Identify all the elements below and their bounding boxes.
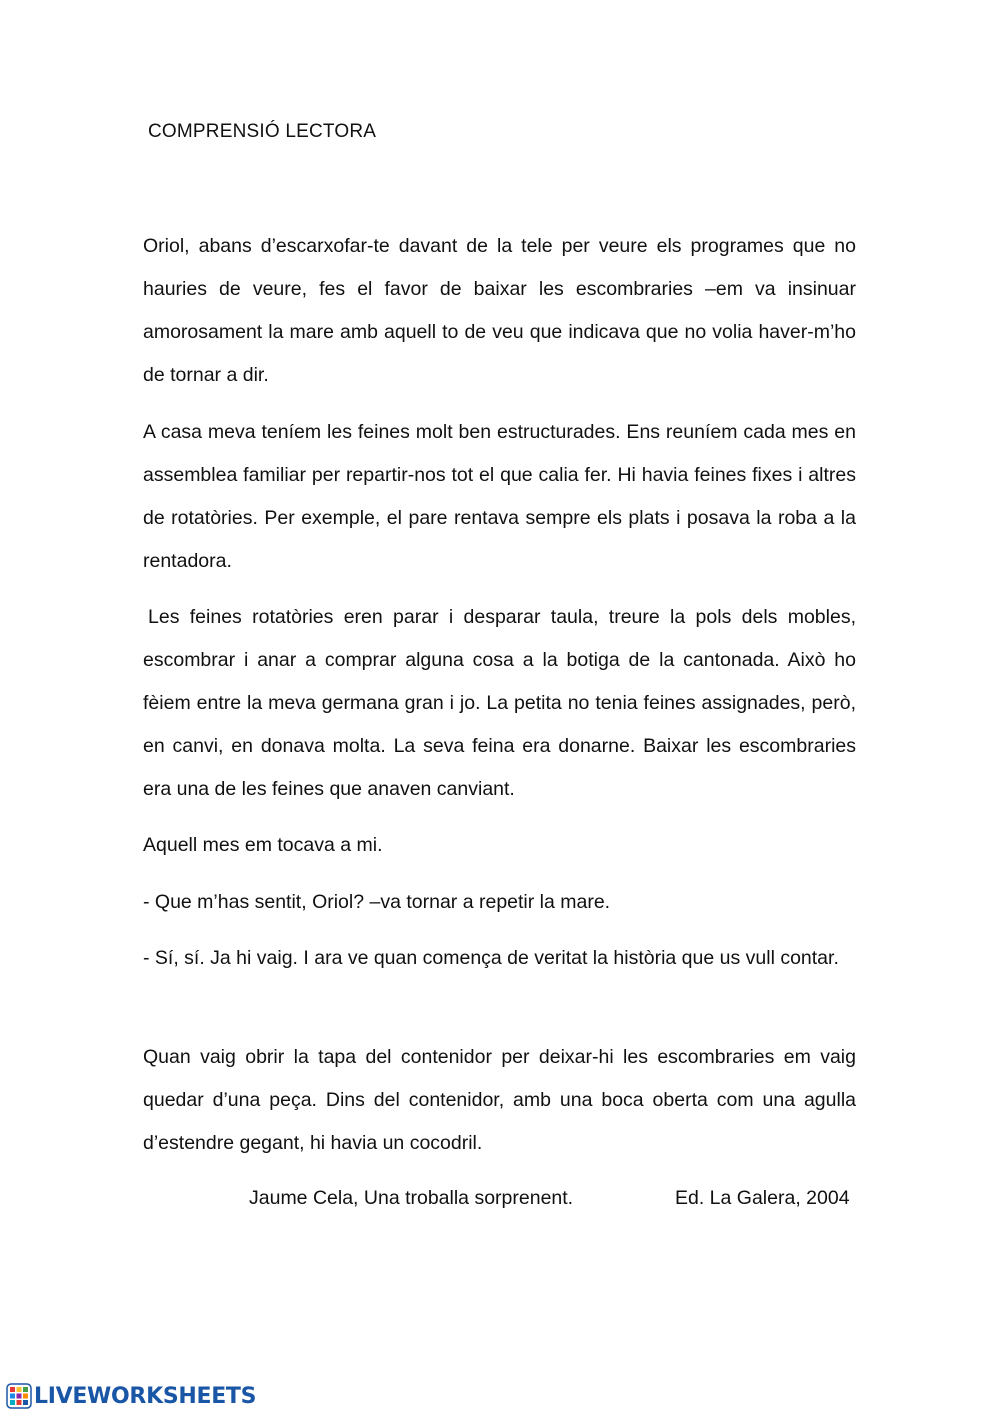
liveworksheets-logo-icon (6, 1383, 32, 1409)
dialogue-line-2 (143, 937, 856, 980)
reading-paragraph-4 (143, 824, 856, 867)
paragraph-text: Aquell mes em tocava a mi. (143, 834, 383, 856)
paragraph-text: Oriol, abans d’escarxofar-te davant de la tele per veure els programes que no hauries de veure, fes el favor de baixar les escombraries –em va insinuar amorosament la mare amb aquell to de veu que indicava que no volia haver-m’ho de tornar a dir. (143, 235, 856, 386)
logo-text: LIVEWORKSHEETS (34, 1383, 257, 1409)
reading-paragraph-3 (143, 596, 856, 811)
page-title: COMPRENSIÓ LECTORA (148, 121, 377, 142)
reading-paragraph-2 (143, 411, 856, 583)
paragraph-text: A casa meva teníem les feines molt ben estructurades. Ens reuníem cada mes en assemblea familiar per repartir-nos tot el que calia fer. Hi havia feines fixes i altres de rotatòries. Per exemple, el pare rentava sempre els plats i posava la roba a la rentadora. (143, 421, 856, 572)
liveworksheets-footer-logo[interactable] (6, 1381, 256, 1411)
citation-author-work: Jaume Cela, Una troballa sorprenent. (249, 1187, 574, 1209)
reading-paragraph-5 (143, 1036, 856, 1165)
paragraph-text: - Sí, sí. Ja hi vaig. I ara ve quan comença de veritat la història que us vull contar. (143, 947, 839, 969)
citation-publisher: Ed. La Galera, 2004 (675, 1187, 850, 1209)
paragraph-text: Quan vaig obrir la tapa del contenidor per deixar-hi les escombraries em vaig quedar d’una peça. Dins del contenidor, amb una boca oberta com una agulla d’estendre gegant, hi havia un cocodril. (143, 1046, 856, 1154)
dialogue-line-1 (143, 881, 856, 924)
reading-paragraph-1 (143, 225, 856, 397)
paragraph-text: - Que m’has sentit, Oriol? –va tornar a repetir la mare. (143, 891, 611, 913)
paragraph-text: Les feines rotatòries eren parar i desparar taula, treure la pols dels mobles, escombrar i anar a comprar alguna cosa a la botiga de la cantonada. Això ho fèiem entre la meva germana gran i jo. La petita no tenia feines assignades, però, en canvi, en donava molta. La seva feina era donarne. Baixar les escombraries era una de les feines que anaven canviant. (143, 606, 856, 800)
